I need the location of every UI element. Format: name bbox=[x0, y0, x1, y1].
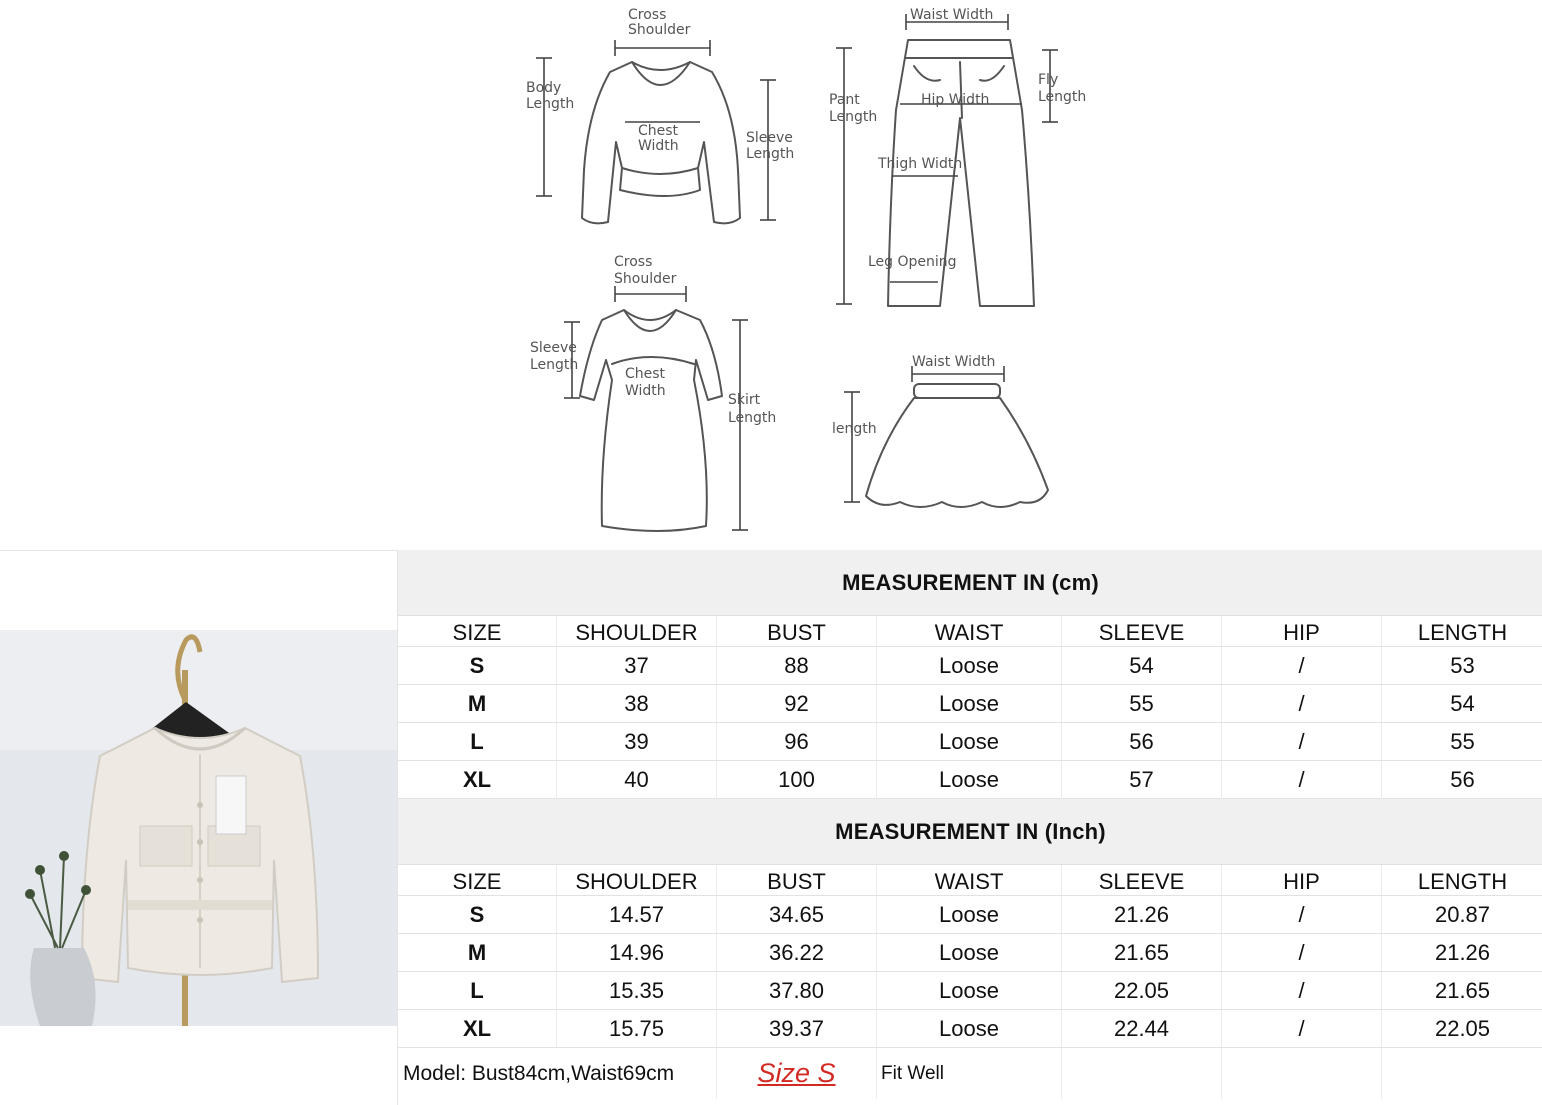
chest-width-label-1: Chest bbox=[638, 123, 679, 139]
table-cell: 21.26 bbox=[1382, 934, 1542, 972]
skirt-diagram bbox=[832, 354, 1048, 507]
size-cell: M bbox=[398, 685, 557, 723]
top-cross-label-1: Cross bbox=[628, 7, 667, 23]
table-cell: / bbox=[1222, 761, 1382, 799]
size-diagram bbox=[0, 0, 1542, 551]
table-cell: 56 bbox=[1382, 761, 1542, 799]
column-header: SIZE bbox=[398, 865, 557, 896]
table-cell: Loose bbox=[877, 972, 1062, 1010]
dress-chest-label-2: Width bbox=[625, 383, 666, 399]
table-cell: 22.05 bbox=[1382, 1010, 1542, 1048]
measurement-diagram-svg bbox=[0, 0, 1542, 550]
jacket-photo-illustration bbox=[0, 630, 397, 1026]
column-header: SHOULDER bbox=[557, 616, 717, 647]
table-cell: 34.65 bbox=[717, 896, 877, 934]
sleeve-length-label-1: Sleeve bbox=[746, 130, 793, 146]
size-cell: L bbox=[398, 972, 557, 1010]
table-cell: Loose bbox=[877, 647, 1062, 685]
column-header: LENGTH bbox=[1382, 616, 1542, 647]
product-photo bbox=[0, 630, 397, 1026]
table-cell: 20.87 bbox=[1382, 896, 1542, 934]
cm-table-title: MEASUREMENT IN (cm) bbox=[398, 550, 1542, 616]
top-cross-label-2: Shoulder bbox=[628, 22, 691, 38]
table-cell: / bbox=[1222, 685, 1382, 723]
table-cell: / bbox=[1222, 934, 1382, 972]
size-cell: S bbox=[398, 896, 557, 934]
table-cell: / bbox=[1222, 896, 1382, 934]
inch-table bbox=[398, 865, 1542, 1048]
size-tables bbox=[397, 550, 1542, 1105]
table-cell: Loose bbox=[877, 896, 1062, 934]
model-size: Size S bbox=[717, 1048, 877, 1099]
column-header: HIP bbox=[1222, 865, 1382, 896]
table-cell: 39.37 bbox=[717, 1010, 877, 1048]
table-cell: Loose bbox=[877, 685, 1062, 723]
dress-chest-label-1: Chest bbox=[625, 366, 666, 382]
table-cell: 37.80 bbox=[717, 972, 877, 1010]
table-cell: 22.44 bbox=[1062, 1010, 1222, 1048]
table-cell: / bbox=[1222, 647, 1382, 685]
table-cell: 100 bbox=[717, 761, 877, 799]
chest-width-label-2: Width bbox=[638, 138, 679, 154]
table-cell: 39 bbox=[557, 723, 717, 761]
skirt-length-label-2: Length bbox=[728, 410, 777, 426]
table-cell: 57 bbox=[1062, 761, 1222, 799]
body-length-label-1: Body bbox=[526, 80, 562, 96]
fit-note: Fit Well bbox=[877, 1048, 1062, 1099]
table-cell: 37 bbox=[557, 647, 717, 685]
table-cell: 55 bbox=[1382, 723, 1542, 761]
table-cell: 38 bbox=[557, 685, 717, 723]
column-header: WAIST bbox=[877, 865, 1062, 896]
thigh-width-label: Thigh Width bbox=[878, 156, 963, 172]
table-cell: / bbox=[1222, 972, 1382, 1010]
empty-cell bbox=[1382, 1048, 1542, 1099]
size-cell: S bbox=[398, 647, 557, 685]
table-cell: Loose bbox=[877, 723, 1062, 761]
table-cell: 54 bbox=[1382, 685, 1542, 723]
pant-length-label-2: Length bbox=[829, 109, 878, 125]
table-cell: 54 bbox=[1062, 647, 1222, 685]
table-cell: / bbox=[1222, 723, 1382, 761]
skirt-length-label: length bbox=[832, 421, 877, 437]
dress-cross-label-2: Shoulder bbox=[614, 271, 677, 287]
table-cell: 15.75 bbox=[557, 1010, 717, 1048]
table-cell: 14.57 bbox=[557, 896, 717, 934]
table-cell: 22.05 bbox=[1062, 972, 1222, 1010]
pants-diagram bbox=[829, 7, 1086, 306]
fly-length-label-1: Fly bbox=[1038, 72, 1059, 88]
column-header: HIP bbox=[1222, 616, 1382, 647]
column-header: SLEEVE bbox=[1062, 865, 1222, 896]
body-length-label-2: Length bbox=[526, 96, 575, 112]
cm-table bbox=[398, 616, 1542, 799]
model-measurements: Model: Bust84cm,Waist69cm bbox=[398, 1048, 717, 1099]
column-header: SHOULDER bbox=[557, 865, 717, 896]
table-cell: 36.22 bbox=[717, 934, 877, 972]
table-cell: Loose bbox=[877, 761, 1062, 799]
hip-width-label: Hip Width bbox=[921, 92, 990, 108]
dress-sleeve-label-2: Length bbox=[530, 357, 579, 373]
size-cell: L bbox=[398, 723, 557, 761]
table-cell: 21.26 bbox=[1062, 896, 1222, 934]
table-cell: Loose bbox=[877, 1010, 1062, 1048]
dress-diagram bbox=[530, 254, 776, 531]
column-header: LENGTH bbox=[1382, 865, 1542, 896]
pant-length-label-1: Pant bbox=[829, 92, 860, 108]
table-cell: 92 bbox=[717, 685, 877, 723]
sweater-diagram bbox=[526, 7, 794, 223]
table-cell: 56 bbox=[1062, 723, 1222, 761]
table-cell: 88 bbox=[717, 647, 877, 685]
table-cell: / bbox=[1222, 1010, 1382, 1048]
column-header: WAIST bbox=[877, 616, 1062, 647]
dress-cross-label-1: Cross bbox=[614, 254, 653, 270]
table-cell: 15.35 bbox=[557, 972, 717, 1010]
table-cell: 53 bbox=[1382, 647, 1542, 685]
column-header: SIZE bbox=[398, 616, 557, 647]
fly-length-label-2: Length bbox=[1038, 89, 1087, 105]
column-header: BUST bbox=[717, 616, 877, 647]
table-cell: 55 bbox=[1062, 685, 1222, 723]
size-cell: XL bbox=[398, 761, 557, 799]
table-cell: 40 bbox=[557, 761, 717, 799]
table-cell: Loose bbox=[877, 934, 1062, 972]
size-cell: M bbox=[398, 934, 557, 972]
table-cell: 96 bbox=[717, 723, 877, 761]
leg-opening-label: Leg Opening bbox=[868, 254, 957, 270]
skirt-waist-label: Waist Width bbox=[912, 354, 996, 370]
skirt-length-label-1: Skirt bbox=[728, 392, 761, 408]
inch-table-title: MEASUREMENT IN (Inch) bbox=[398, 799, 1542, 865]
column-header: SLEEVE bbox=[1062, 616, 1222, 647]
table-cell: 21.65 bbox=[1062, 934, 1222, 972]
model-info-row bbox=[398, 1048, 1542, 1099]
table-cell: 21.65 bbox=[1382, 972, 1542, 1010]
size-cell: XL bbox=[398, 1010, 557, 1048]
pants-waist-label: Waist Width bbox=[910, 7, 994, 23]
empty-cell bbox=[1222, 1048, 1382, 1099]
table-cell: 14.96 bbox=[557, 934, 717, 972]
sleeve-length-label-2: Length bbox=[746, 146, 795, 162]
column-header: BUST bbox=[717, 865, 877, 896]
empty-cell bbox=[1062, 1048, 1222, 1099]
dress-sleeve-label-1: Sleeve bbox=[530, 340, 577, 356]
